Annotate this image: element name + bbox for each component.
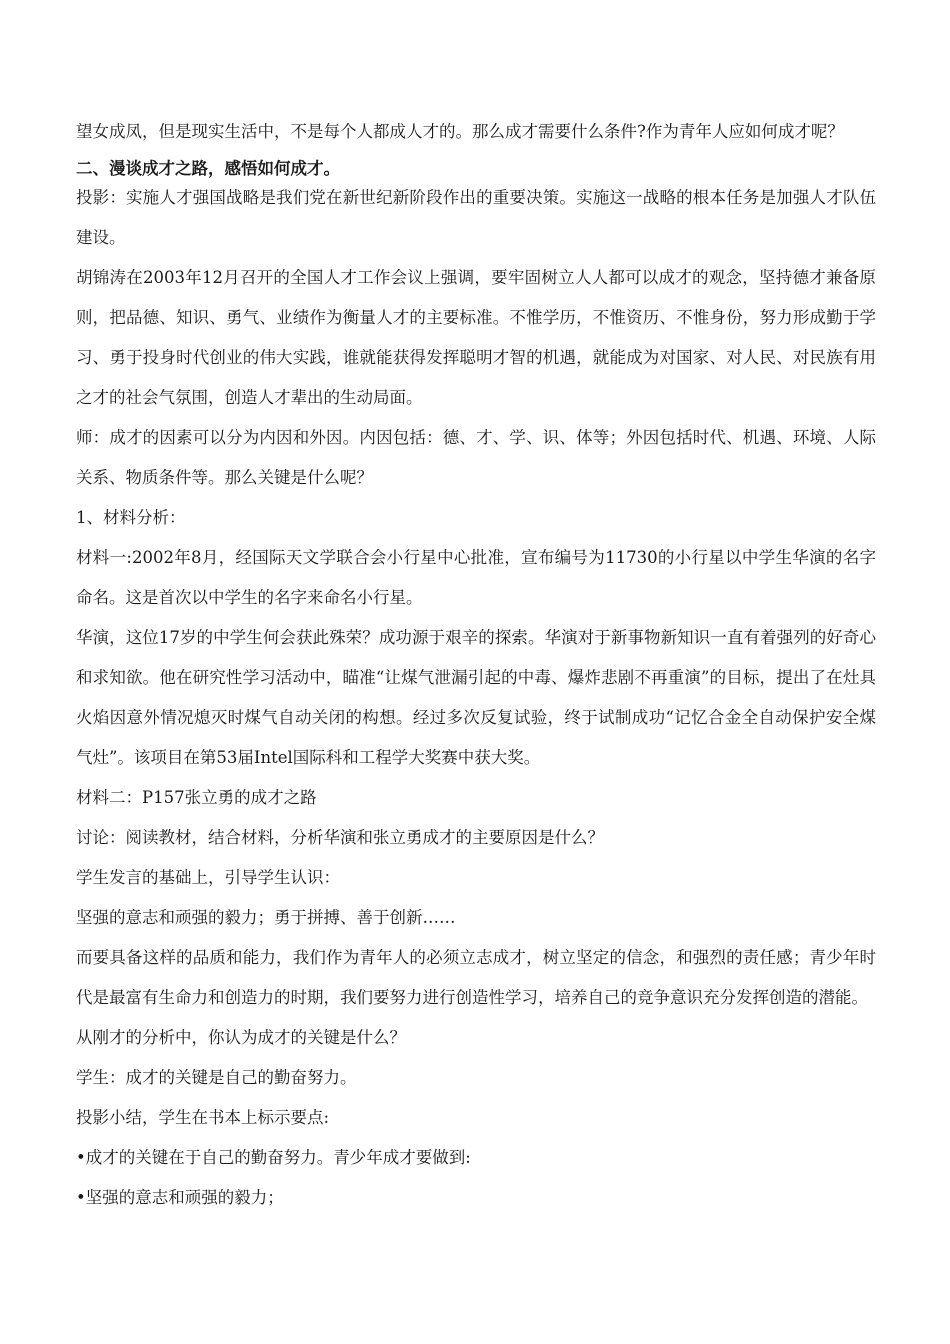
- paragraph-projection: 投影：实施人才强国战略是我们党在新世纪新阶段作出的重要决策。实施这一战略的根本任务是加强人才队伍建设。: [76, 188, 876, 247]
- paragraph-hu-jintao-quote: 胡锦涛在2003年12月召开的全国人才工作会议上强调，要牢固树立人人都可以成才的观念，坚持德才兼备原则，把品德、知识、勇气、业绩作为衡量人才的主要标准。不惟学历，不惟资历、不惟身份，努力形成勤于学习、勇于投身时代创业的伟大实践，谁就能获得发挥聪明才智的机遇，就能成为对国家、对人民、对民族有用之才的社会气氛围，创造人才辈出的生动局面。: [76, 268, 876, 407]
- paragraph-intro: 望女成凤，但是现实生活中，不是每个人都成人才的。那么成才需要什么条件?作为青年人应如何成才呢？: [76, 122, 844, 141]
- paragraph-qualities: 坚强的意志和顽强的毅力；勇于拼搏、善于创新……: [76, 908, 456, 927]
- section-heading: 二、漫谈成才之路，感悟如何成才。: [76, 159, 340, 178]
- paragraph-material-one: 材料一:2002年8月，经国际天文学联合会小行星中心批准，宣布编号为11730的小行星以中学生华演的名字命名。这是首次以中学生的名字来命名小行星。: [76, 548, 876, 607]
- paragraph-hua-yan-story: 华演，这位17岁的中学生何会获此殊荣？成功源于艰辛的探索。华演对于新事物新知识一直有着强列的好奇心和求知欲。他在研究性学习活动中，瞄准“让煤气泄漏引起的中毒、爆炸悲剧不再重演”的目标，提出了在灶具火焰因意外情况熄灭时煤气自动关闭的构想。经过多次反复试验，终于试制成功“记忆合金全自动保护安全煤气灶”。该项目在第53届Intel国际科和工程学大奖赛中获大奖。: [76, 628, 876, 767]
- paragraph-material-two: 材料二：P157张立勇的成才之路: [76, 788, 317, 807]
- paragraph-teacher-factors: 师：成才的因素可以分为内因和外因。内因包括：德、才、学、识、体等；外因包括时代、机遇、环境、人际关系、物质条件等。那么关键是什么呢？: [76, 428, 876, 487]
- paragraph-student-answer: 学生：成才的关键是自己的勤奋努力。: [76, 1068, 357, 1087]
- paragraph-question-key: 从刚才的分析中，你认为成才的关键是什么？: [76, 1028, 406, 1047]
- document-page: [76, 112, 876, 1218]
- paragraph-guide-students: 学生发言的基础上，引导学生认识：: [76, 868, 340, 887]
- paragraph-material-analysis-label: 1、材料分析：: [76, 508, 186, 527]
- paragraph-summary-intro: 投影小结，学生在书本上标示要点:: [76, 1108, 330, 1127]
- bullet-key-point-1: •成才的关键在于自己的勤奋努力。青少年成才要做到:: [76, 1148, 471, 1167]
- paragraph-youth-ambition: 而要具备这样的品质和能力，我们作为青年人的必须立志成才，树立坚定的信念，和强烈的责任感；青少年时代是最富有生命力和创造力的时期，我们要努力进行创造性学习，培养自己的竞争意识充分发挥创造的潜能。: [76, 948, 876, 1007]
- paragraph-discussion: 讨论：阅读教材，结合材料，分析华演和张立勇成才的主要原因是什么？: [76, 828, 604, 847]
- bullet-key-point-2: •坚强的意志和顽强的毅力；: [76, 1188, 284, 1207]
